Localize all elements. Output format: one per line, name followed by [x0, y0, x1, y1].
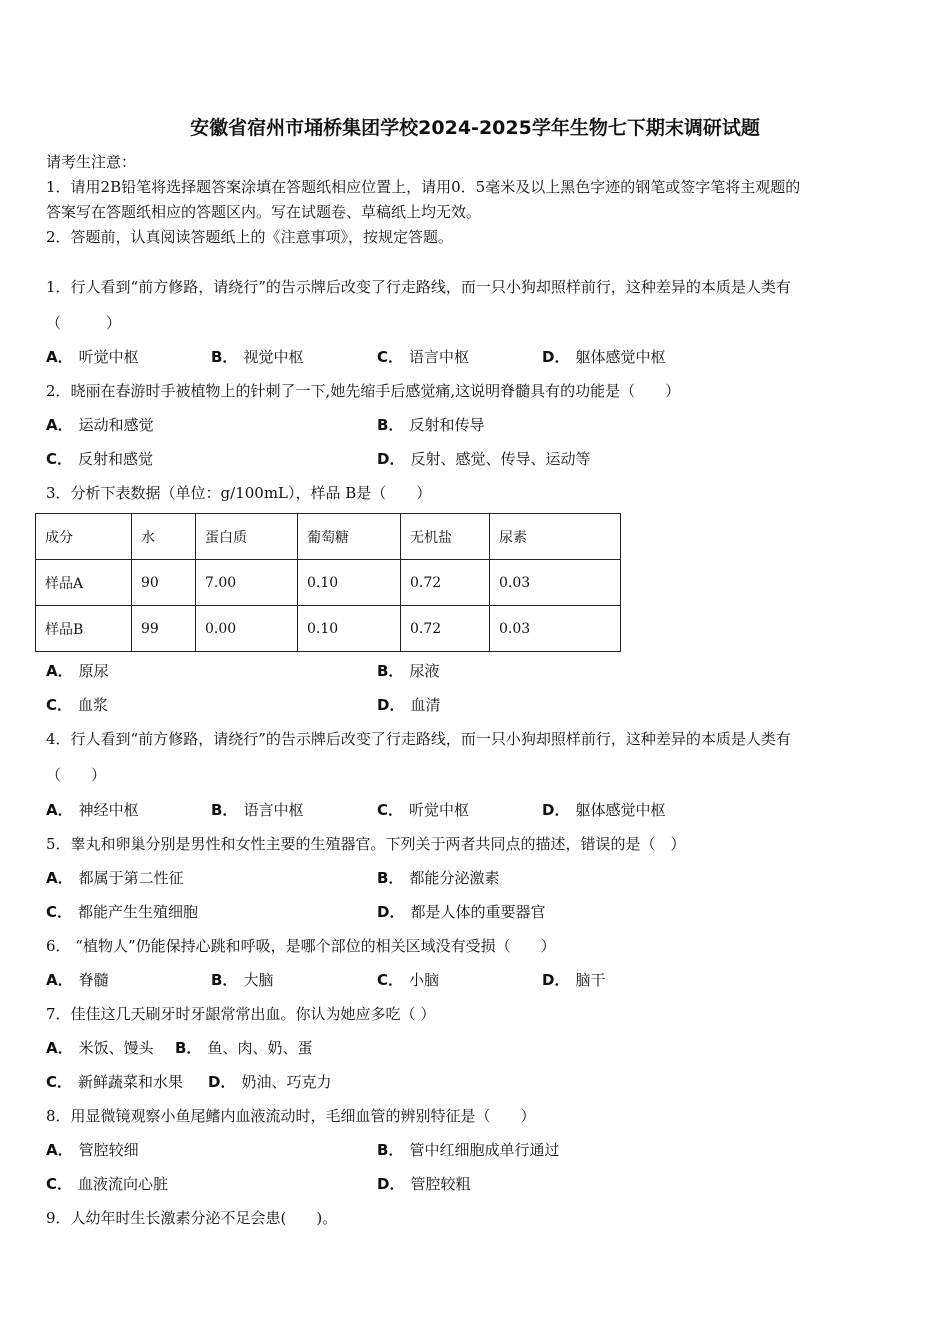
q5-option-a: A． 都属于第二性征 — [46, 869, 184, 887]
table-cell: 0.10 — [298, 606, 401, 652]
data-table — [35, 513, 621, 652]
question-8-stem: 8．用显微镜观察小鱼尾鳍内血液流动时，毛细血管的辨别特征是（ ） — [46, 1107, 536, 1125]
q5-option-d: D． 都是人体的重要器官 — [377, 903, 546, 921]
page-title: 安徽省宿州市埇桥集团学校2024-2025学年生物七下期末调研试题 — [190, 117, 760, 139]
q7-option-d: D． 奶油、巧克力 — [208, 1073, 332, 1091]
q1-option-a: A． 听觉中枢 — [46, 348, 139, 366]
q3-option-d: D． 血清 — [377, 696, 441, 714]
q6-option-d: D． 脑干 — [542, 971, 606, 989]
question-7-stem: 7．佳佳这几天刷牙时牙龈常常出血。你认为她应多吃（ ） — [46, 1005, 436, 1023]
table-row — [36, 560, 621, 606]
table-header-cell: 葡萄糖 — [298, 514, 401, 560]
table-cell: 90 — [132, 560, 196, 606]
table-cell: 0.03 — [490, 560, 621, 606]
q4-option-b: B． 语言中枢 — [211, 801, 304, 819]
table-header-row — [36, 514, 621, 560]
q4-option-d: D． 躯体感觉中枢 — [542, 801, 666, 819]
table-header-cell: 尿素 — [490, 514, 621, 560]
question-3-stem: 3．分析下表数据（单位：g/100mL），样品 B是（ ） — [46, 484, 432, 502]
q6-option-c: C． 小脑 — [377, 971, 440, 989]
table-cell: 7.00 — [196, 560, 298, 606]
question-6-stem: 6． “植物人”仍能保持心跳和呼吸，是哪个部位的相关区域没有受损（ ） — [46, 937, 556, 955]
question-2-stem: 2．晓丽在春游时手被植物上的针刺了一下,她先缩手后感觉痛,这说明脊髓具有的功能是（ ） — [46, 382, 681, 400]
q2-option-c: C． 反射和感觉 — [46, 450, 154, 468]
table-cell: 样品A — [36, 560, 132, 606]
q1-option-b: B． 视觉中枢 — [211, 348, 304, 366]
table-row — [36, 606, 621, 652]
table-header-cell: 水 — [132, 514, 196, 560]
q7-option-c: C． 新鲜蔬菜和水果 — [46, 1073, 184, 1091]
table-cell: 样品B — [36, 606, 132, 652]
table-cell: 0.03 — [490, 606, 621, 652]
q7-option-b: B． 鱼、肉、奶、蛋 — [175, 1039, 313, 1057]
notice-line-1b: 答案写在答题纸相应的答题区内。写在试题卷、草稿纸上均无效。 — [46, 203, 482, 221]
table-header-cell: 蛋白质 — [196, 514, 298, 560]
q4-option-c: C． 听觉中枢 — [377, 801, 470, 819]
q2-option-a: A． 运动和感觉 — [46, 416, 154, 434]
q6-option-b: B． 大脑 — [211, 971, 274, 989]
table-header-cell: 无机盐 — [401, 514, 490, 560]
q3-option-c: C． 血浆 — [46, 696, 109, 714]
table-header-cell: 成分 — [36, 514, 132, 560]
q1-option-d: D． 躯体感觉中枢 — [542, 348, 666, 366]
question-4-stem-blank: （ ） — [46, 766, 107, 784]
question-9-stem: 9．人幼年时生长激素分泌不足会患( )。 — [46, 1209, 338, 1227]
q2-option-b: B． 反射和传导 — [377, 416, 485, 434]
question-1-stem-blank: （ ） — [46, 314, 122, 332]
q3-option-b: B． 尿液 — [377, 662, 440, 680]
notice-line-1a: 1．请用2B铅笔将选择题答案涂填在答题纸相应位置上，请用0．5毫米及以上黑色字迹的钢笔或签字笔将主观题的 — [46, 178, 801, 196]
q1-option-c: C． 语言中枢 — [377, 348, 470, 366]
notice-heading: 请考生注意： — [46, 153, 137, 171]
q8-option-c: C． 血液流向心脏 — [46, 1175, 169, 1193]
q2-option-d: D． 反射、感觉、传导、运动等 — [377, 450, 591, 468]
q3-option-a: A． 原尿 — [46, 662, 109, 680]
q4-option-a: A． 神经中枢 — [46, 801, 139, 819]
q6-option-a: A． 脊髓 — [46, 971, 109, 989]
q7-option-a: A． 米饭、馒头 — [46, 1039, 154, 1057]
table-cell: 0.00 — [196, 606, 298, 652]
table-cell: 0.72 — [401, 560, 490, 606]
notice-line-2: 2．答题前，认真阅读答题纸上的《注意事项》，按规定答题。 — [46, 228, 454, 246]
q8-option-b: B． 管中红细胞成单行通过 — [377, 1141, 560, 1159]
question-1-stem: 1．行人看到“前方修路，请绕行”的告示牌后改变了行走路线，而一只小狗却照样前行，这种差异的本质是人类有 — [46, 278, 791, 296]
q8-option-d: D． 管腔较粗 — [377, 1175, 471, 1193]
question-4-stem: 4．行人看到“前方修路，请绕行”的告示牌后改变了行走路线，而一只小狗却照样前行，这种差异的本质是人类有 — [46, 730, 791, 748]
q8-option-a: A． 管腔较细 — [46, 1141, 139, 1159]
table-cell: 0.10 — [298, 560, 401, 606]
table-cell: 99 — [132, 606, 196, 652]
table-cell: 0.72 — [401, 606, 490, 652]
q5-option-b: B． 都能分泌激素 — [377, 869, 500, 887]
question-5-stem: 5．睾丸和卵巢分别是男性和女性主要的生殖器官。下列关于两者共同点的描述，错误的是（ ） — [46, 835, 686, 853]
q5-option-c: C． 都能产生生殖细胞 — [46, 903, 199, 921]
